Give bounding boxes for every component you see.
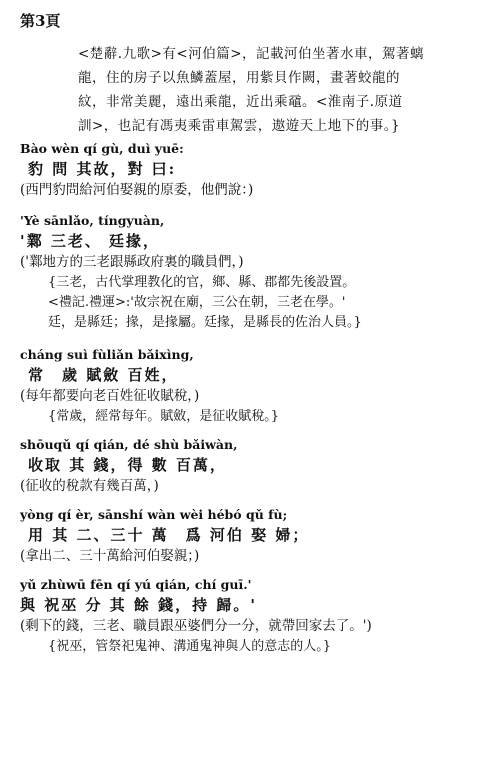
page-header: 第3頁 [20,12,61,30]
annotation-line: <禮記.禮運>:'故宗祝在廟，三公在朝，三老在學。' [48,295,346,310]
intro-note-line: <楚辭.九歌>有<河伯篇>，記載河伯坐著水車，駕著螭 [78,46,425,62]
annotation-line: {三老，古代掌理教化的官，鄉、縣、郡都先後設置。 [48,275,356,290]
intro-note [78,42,478,138]
intro-note-line: 龍，住的房子以魚鱗蓋屋，用紫貝作闕，畫著蛟龍的 [78,70,400,86]
passage-1 [20,140,482,201]
original-text: 用 其 二、三十 萬 爲 河伯 娶 婦； [28,526,310,544]
original-text: 與 祝巫 分 其 餘 錢，持 歸。' [20,596,257,614]
original-text: 收取 其 錢，得 數 百萬， [28,456,227,474]
translation-line: (西門豹問給河伯娶親的原委，他們說：) [20,182,254,198]
translation-line: (征收的稅款有幾百萬，) [20,478,159,494]
intro-note-line: 訓>，也記有馮夷乘雷車駕雲，遨遊天上地下的事。} [78,118,401,134]
annotation-line: {祝巫，管祭祀鬼神、溝通鬼神與人的意志的人。} [48,639,332,654]
pinyin-line: shōuqǔ qí qián, dé shù bǎiwàn, [20,437,238,452]
passage-2 [20,212,482,333]
original-text: 常 歲 賦斂 百姓， [28,366,179,384]
pinyin-line: 'Yè sānlǎo, tíngyuàn, [20,213,165,228]
translation-line: (每年都要向老百姓征收賦稅，) [20,388,200,404]
annotation-line: 廷，是縣廷；掾，是掾屬。廷掾，是縣長的佐治人員。} [48,315,362,330]
annotation-line: {常歲，經常每年。賦斂，是征收賦稅。} [48,409,280,424]
passage-6 [20,576,482,657]
pinyin-line: yǔ zhùwū fēn qí yú qián, chí guī.' [20,577,252,592]
passage-4 [20,436,482,497]
translation-line: (拿出二、三十萬給河伯娶親；) [20,548,200,564]
pinyin-line: Bào wèn qí gù, duì yuē: [20,141,184,156]
original-text: '鄴 三老、 廷掾， [20,232,161,250]
passage-5 [20,506,482,567]
pinyin-line: cháng suì fùliǎn bǎixìng, [20,347,194,362]
passage-3 [20,346,482,427]
pinyin-line: yòng qí èr, sānshí wàn wèi hébó qǔ fù; [20,507,288,522]
intro-note-line: 紋，非常美麗，遠出乘龍，近出乘黿。<淮南子.原道 [78,94,403,110]
translation-line: ('鄴地方的三老跟縣政府裏的職員們，) [20,254,244,270]
translation-line: (剩下的錢，三老、職員跟巫婆們分一分，就帶回家去了。') [20,618,372,634]
original-text: 豹 問 其故，對 曰: [28,160,177,178]
